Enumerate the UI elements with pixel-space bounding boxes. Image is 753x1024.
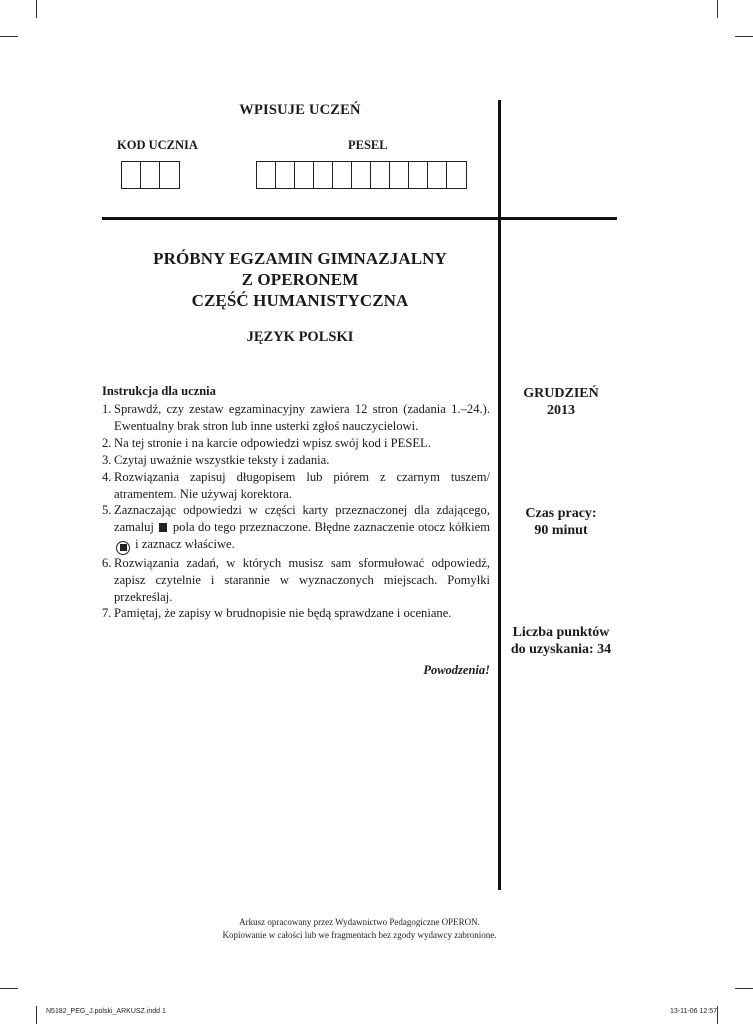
instruction-item: 2. Na tej stronie i na karcie odpowiedzi wpisz swój kod i PESEL.	[102, 435, 431, 450]
exam-year: 2013	[547, 403, 575, 418]
instruction-item: 1. Sprawdź, czy zestaw egzaminacyjny zawiera 12 stron (zadania 1.–24.). Ewentualny brak stron lub inne usterki zgłoś nauczycielowi.	[102, 402, 490, 433]
pesel-box[interactable]	[295, 162, 314, 188]
pesel-box[interactable]	[428, 162, 447, 188]
horizontal-divider	[102, 217, 617, 220]
exam-title-line-1: PRÓBNY EGZAMIN GIMNAZJALNY	[153, 249, 447, 268]
pesel-box[interactable]	[371, 162, 390, 188]
instruction-item: 7. Pamiętaj, że zapisy w brudnopisie nie będą sprawdzane i oceniane.	[102, 606, 452, 621]
instruction-item: 4. Rozwiązania zapisuj długopisem lub piórem z czarnym tuszem/ atramentem. Nie używaj korektora.	[102, 469, 490, 501]
kod-ucznia-label: KOD UCZNIA	[117, 138, 198, 152]
student-fills-heading: WPISUJE UCZEŃ	[239, 102, 361, 118]
pesel-box[interactable]	[333, 162, 352, 188]
pesel-box[interactable]	[352, 162, 371, 188]
kod-box[interactable]	[160, 162, 179, 188]
instruction-item: 3. Czytaj uważnie wszystkie teksty i zadania.	[102, 452, 330, 467]
exam-date	[505, 385, 617, 419]
crop-mark-bottom-right-v	[717, 1006, 718, 1024]
duration-label: Czas pracy:	[525, 506, 597, 521]
kod-ucznia-boxes[interactable]	[121, 161, 180, 189]
print-slug-timestamp: 13-11-06 12:57	[670, 1008, 717, 1015]
pesel-box[interactable]	[276, 162, 295, 188]
instruction-item: 5. Zaznaczając odpowiedzi w części karty przeznaczonej dla zdającego, zamaluj pola do tego przeznaczone. Błędne zaznaczenie otocz kółkiem i zaznacz właściwe.	[102, 502, 490, 554]
points-value: do uzyskania: 34	[510, 642, 612, 657]
publisher-footer	[102, 916, 617, 942]
good-luck-text: Powodzenia!	[423, 663, 490, 677]
crop-mark-bottom-left-h	[0, 988, 18, 989]
exam-month: GRUDZIEŃ	[523, 386, 599, 401]
crop-mark-top-right-h	[735, 36, 753, 37]
instructions-list	[102, 401, 490, 622]
points-label: Liczba punktów	[512, 625, 610, 640]
footer-line-2: Kopiowanie w całości lub we fragmentach bez zgody wydawcy zabronione.	[222, 930, 497, 940]
kod-box[interactable]	[122, 162, 141, 188]
print-slug-filename: N5182_PEG_J.polski_ARKUSZ.indd 1	[46, 1008, 166, 1015]
crop-mark-bottom-right-h	[735, 988, 753, 989]
crop-mark-bottom-left-v	[36, 1006, 37, 1024]
circled-square-icon	[116, 541, 130, 555]
pesel-box[interactable]	[314, 162, 333, 188]
crop-mark-top-right-v	[717, 0, 718, 18]
crop-mark-top-left-v	[36, 0, 37, 18]
duration-value: 90 minut	[534, 523, 588, 538]
exam-title	[102, 248, 498, 311]
kod-box[interactable]	[141, 162, 160, 188]
exam-title-line-3: CZĘŚĆ HUMANISTYCZNA	[191, 291, 409, 310]
max-points	[505, 624, 617, 658]
instructions-heading: Instrukcja dla ucznia	[102, 384, 216, 398]
pesel-box[interactable]	[390, 162, 409, 188]
exam-title-line-2: Z OPERONEM	[241, 270, 359, 289]
footer-line-1: Arkusz opracowany przez Wydawnictwo Pedagogiczne OPERON.	[239, 917, 480, 927]
pesel-label: PESEL	[348, 138, 388, 152]
pesel-box[interactable]	[257, 162, 276, 188]
subject-title: JĘZYK POLSKI	[246, 329, 354, 345]
exam-duration	[505, 505, 617, 539]
instruction-item: 6. Rozwiązania zadań, w których musisz sam sformułować odpowiedź, zapisz czytelnie i starannie w wyznaczonych miejscach. Pomyłki przekreślaj.	[102, 555, 490, 604]
crop-mark-top-left-h	[0, 36, 18, 37]
pesel-box[interactable]	[447, 162, 466, 188]
filled-square-icon	[159, 523, 167, 532]
pesel-boxes[interactable]	[256, 161, 467, 189]
pesel-box[interactable]	[409, 162, 428, 188]
